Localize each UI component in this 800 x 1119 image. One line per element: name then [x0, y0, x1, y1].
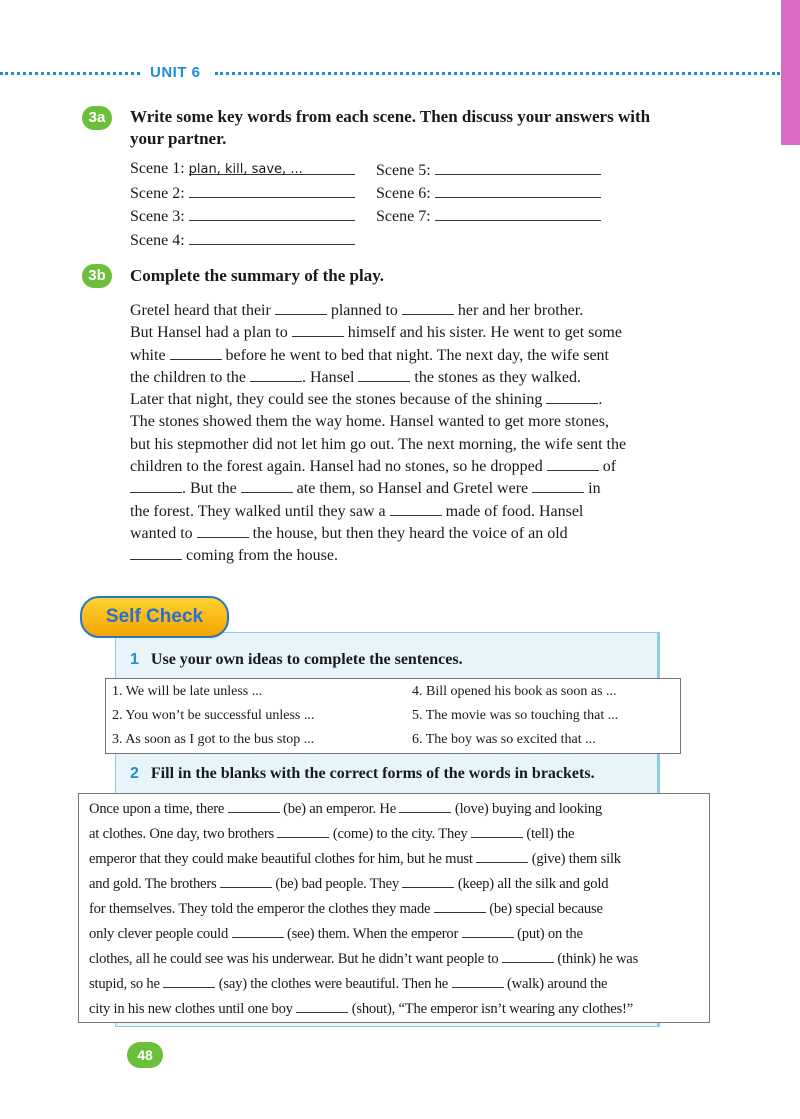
instruction-3a [130, 106, 730, 150]
unit-title: UNIT 6 [150, 64, 201, 81]
summary-blank[interactable] [250, 368, 302, 382]
q2-heading [130, 765, 595, 783]
instruction-3a-line2: your partner. [130, 129, 227, 148]
q1-number: 1 [130, 651, 139, 668]
scene-answer-field[interactable] [435, 160, 601, 175]
q1-title: Use your own ideas to complete the sentences. [150, 651, 463, 668]
scene-label: Scene 7: [376, 208, 431, 225]
scene-answer-field[interactable] [189, 183, 355, 198]
scene-label: Scene 4: [130, 232, 185, 249]
header-dots-left [0, 72, 140, 75]
page-number: 48 [127, 1042, 163, 1068]
summary-blank[interactable] [546, 390, 598, 404]
scene-label: Scene 2: [130, 185, 185, 202]
story-blank[interactable] [502, 950, 554, 963]
story-blank[interactable] [402, 875, 454, 888]
scene-label: Scene 1: [130, 160, 185, 177]
summary-blank[interactable] [275, 301, 327, 315]
q1-item: 5. The movie was so touching that ... [412, 708, 619, 723]
story-blank[interactable] [296, 1000, 348, 1013]
scene-1 [130, 160, 355, 178]
q1-item: 1. We will be late unless ... [112, 684, 263, 699]
scene-label: Scene 6: [376, 185, 431, 202]
summary-blank[interactable] [241, 479, 293, 493]
instruction-3a-line1: Write some key words from each scene. Then discuss your answers with [130, 107, 651, 126]
story-blank[interactable] [471, 825, 523, 838]
q1-heading [130, 651, 463, 669]
summary-blank[interactable] [358, 368, 410, 382]
scene-answer-field[interactable] [189, 206, 355, 221]
instruction-3b: Complete the summary of the play. [130, 266, 385, 285]
q1-item: 2. You won’t be successful unless ... [112, 708, 315, 723]
summary-blank[interactable] [170, 346, 222, 360]
scene-answer-field[interactable] [189, 230, 355, 245]
summary-blank[interactable] [130, 546, 182, 560]
q2-number: 2 [130, 765, 139, 782]
story-blank[interactable] [462, 925, 514, 938]
story-blank[interactable] [399, 800, 451, 813]
scene-6 [376, 183, 601, 203]
story-blank[interactable] [434, 900, 486, 913]
scene-2 [130, 183, 355, 203]
scene-answer-field[interactable] [189, 160, 355, 175]
story-blank[interactable] [452, 975, 504, 988]
badge-3a: 3a [82, 106, 112, 130]
scene-7 [376, 206, 601, 226]
scene-answer-field[interactable] [435, 206, 601, 221]
q1-item: 6. The boy was so excited that ... [412, 732, 596, 747]
q1-item: 3. As soon as I got to the bus stop ... [112, 732, 315, 747]
story-blank[interactable] [232, 925, 284, 938]
scene-4 [130, 230, 355, 250]
story-blank[interactable] [163, 975, 215, 988]
self-check-title: Self Check [80, 596, 229, 638]
scene-label: Scene 5: [376, 162, 431, 179]
summary-paragraph: Gretel heard that their planned to her and her brother. But Hansel had a plan to himself and his sister. He went to get some white before he went to bed that night. The next day, the wife sent the children to the . Hansel the stones as they walked. Later that night, they could see the stones because of the shining . The stones showed them the way home. Hansel wanted to get more stones, but his stepmother did not let him go out. The next morning, the wife sent the children to the forest again. Hansel had no stones, so he dropped of . But the ate them, so Hansel and Gretel were in the forest. They walked until they saw a made of food. Hansel wanted to the house, but then they heard the voice of an old coming from the house. [130, 302, 627, 565]
q1-sentence-box [105, 678, 681, 754]
story-blank[interactable] [277, 825, 329, 838]
scene-answer-field[interactable] [435, 183, 601, 198]
story-blank[interactable] [228, 800, 280, 813]
story-blank[interactable] [476, 850, 528, 863]
summary-blank[interactable] [402, 301, 454, 315]
q2-story-box: Once upon a time, there (be) an emperor. He (love) buying and looking at clothes. One day, two brothers (come) to the city. They (tell) the emperor that they could make beautiful clothes for him, but he must (give) them silk and gold. The brothers (be) bad people. They (keep) all the silk and gold for themselves. They told the emperor the clothes they made (be) special because only clever people could (see) them. When the emperor (put) on the clothes, all he could see was his underwear. But he didn’t want people to (think) he was stupid, so he (say) the clothes were beautiful. Then he (walk) around the city in his new clothes until one boy (shout), “The emperor isn’t wearing any clothes!” [78, 793, 710, 1023]
scene-label: Scene 3: [130, 208, 185, 225]
badge-3b: 3b [82, 264, 112, 288]
summary-blank[interactable] [130, 479, 182, 493]
summary-blank[interactable] [197, 524, 249, 538]
summary-blank[interactable] [532, 479, 584, 493]
story-blank[interactable] [220, 875, 272, 888]
page-edge-tab [781, 0, 800, 145]
summary-blank[interactable] [292, 323, 344, 337]
scene-3 [130, 206, 355, 226]
summary-blank[interactable] [547, 457, 599, 471]
summary-blank[interactable] [390, 502, 442, 516]
q1-item: 4. Bill opened his book as soon as ... [412, 684, 617, 699]
header-dots-right [215, 72, 780, 75]
scene-5 [376, 160, 601, 180]
q2-title: Fill in the blanks with the correct forms of the words in brackets. [150, 765, 595, 782]
scene-answer: plan, kill, save, ... [188, 162, 303, 177]
